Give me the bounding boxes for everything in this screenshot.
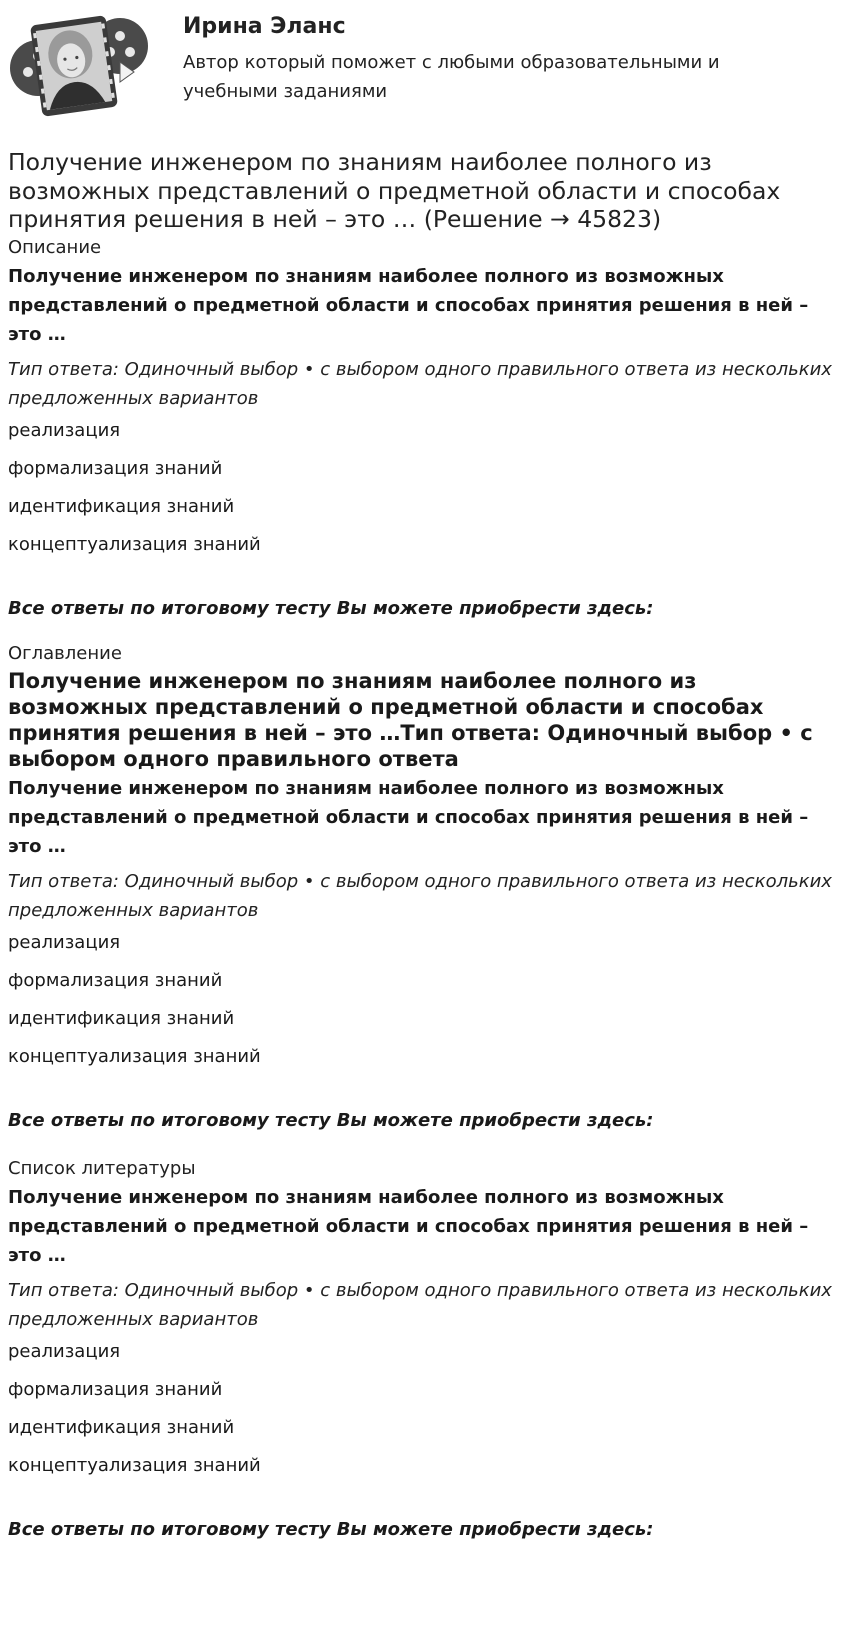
- option-item: идентификация знаний: [8, 1008, 235, 1029]
- description-section: [8, 236, 838, 621]
- promo-text: Все ответы по итоговому тесту Вы можете приобрести здесь:: [8, 1519, 654, 1540]
- page: [8, 0, 838, 1540]
- option-item: формализация знаний: [8, 1379, 223, 1400]
- option-item: реализация: [8, 1341, 121, 1362]
- option-item: идентификация знаний: [8, 1417, 235, 1438]
- section-label-literature: Список литературы: [8, 1158, 196, 1179]
- promo-text: Все ответы по итоговому тесту Вы можете приобрести здесь:: [8, 598, 654, 619]
- options-list: [8, 419, 838, 557]
- option-item: концептуализация знаний: [8, 1455, 261, 1476]
- question-text: Получение инженером по знаниям наиболее полного из возможных представлений о предметной области и способах принятия решения в ней – это …: [8, 778, 809, 857]
- option-item: формализация знаний: [8, 970, 223, 991]
- option-item: реализация: [8, 420, 121, 441]
- options-list: [8, 931, 838, 1069]
- page-title: Получение инженером по знаниям наиболее полного из возможных представлений о предметной области и способах принятия решения в ней – это … (Решение → 45823): [8, 148, 781, 233]
- question-text: Получение инженером по знаниям наиболее полного из возможных представлений о предметной области и способах принятия решения в ней – это …: [8, 266, 809, 345]
- option-item: идентификация знаний: [8, 496, 235, 517]
- option-item: формализация знаний: [8, 458, 223, 479]
- section-label-toc: Оглавление: [8, 643, 122, 664]
- section-label-description: Описание: [8, 237, 102, 258]
- literature-section: [8, 1157, 838, 1542]
- author-name[interactable]: Ирина Эланс: [183, 14, 346, 39]
- option-item: реализация: [8, 932, 121, 953]
- promo-text: Все ответы по итоговому тесту Вы можете приобрести здесь:: [8, 1110, 654, 1131]
- option-item: концептуализация знаний: [8, 1046, 261, 1067]
- option-item: концептуализация знаний: [8, 534, 261, 555]
- question-text: Получение инженером по знаниям наиболее полного из возможных представлений о предметной области и способах принятия решения в ней – это …: [8, 1187, 809, 1266]
- options-list: [8, 1340, 838, 1478]
- toc-section: [8, 642, 838, 1133]
- answer-type: Тип ответа: Одиночный выбор • с выбором одного правильного ответа из нескольких предложенных вариантов: [8, 871, 832, 921]
- answer-type: Тип ответа: Одиночный выбор • с выбором одного правильного ответа из нескольких предложенных вариантов: [8, 1280, 832, 1330]
- author-card: [8, 0, 838, 140]
- author-description: Автор который поможет с любыми образовательными и учебными заданиями: [183, 52, 720, 102]
- answer-type: Тип ответа: Одиночный выбор • с выбором одного правильного ответа из нескольких предложенных вариантов: [8, 359, 832, 409]
- author-avatar[interactable]: [8, 6, 148, 126]
- toc-heading: Получение инженером по знаниям наиболее полного из возможных представлений о предметной области и способах принятия решения в ней – это …Тип ответа: Одиночный выбор • с выбором одного правильного ответа: [8, 669, 813, 771]
